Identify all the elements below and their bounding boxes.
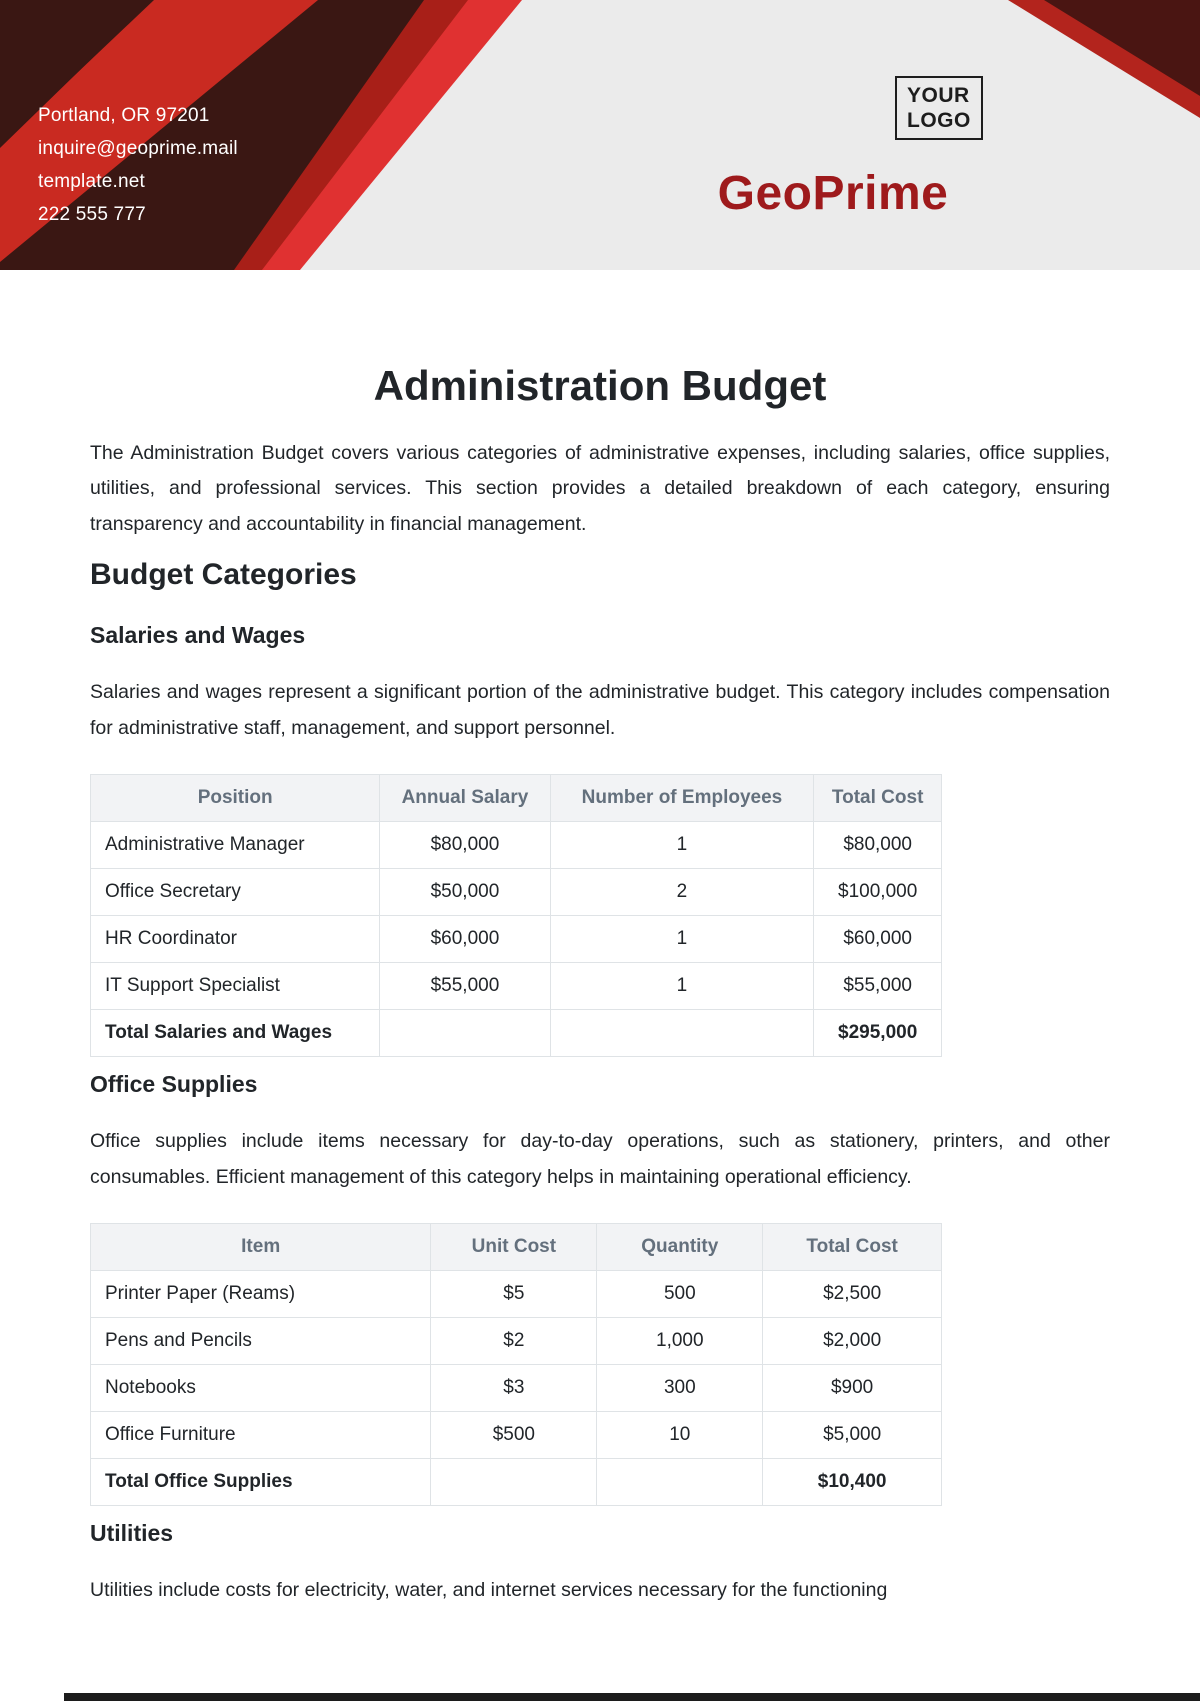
table-cell: 300 (597, 1365, 763, 1412)
table-cell: $60,000 (814, 916, 942, 963)
utilities-paragraph: Utilities include costs for electricity, water, and internet services necessary for the functioning (90, 1579, 888, 1602)
logo-line-1: YOUR (907, 84, 970, 107)
page-header (0, 0, 1200, 270)
table-cell: Pens and Pencils (91, 1318, 431, 1365)
table-cell: $60,000 (380, 916, 550, 963)
contact-website: template.net (38, 171, 145, 192)
table-header-row (91, 775, 942, 822)
salaries-table (90, 774, 942, 1057)
table-total-cell: $295,000 (814, 1010, 942, 1057)
table-cell: $2,500 (763, 1271, 942, 1318)
supplies-paragraph: Office supplies include items necessary for day-to-day operations, such as stationery, printers, and other consumables. Efficient management of this category helps in maintaining operational efficiency. (90, 1130, 1110, 1188)
table-cell: HR Coordinator (91, 916, 380, 963)
table-row (91, 1318, 942, 1365)
table-total-cell (431, 1459, 597, 1506)
contact-block (38, 99, 238, 231)
supplies-heading: Office Supplies (90, 1071, 258, 1098)
column-header: Total Cost (814, 775, 942, 822)
table-row (91, 1365, 942, 1412)
table-cell: 2 (550, 869, 814, 916)
table-cell: 1 (550, 963, 814, 1010)
table-total-cell: Total Office Supplies (91, 1459, 431, 1506)
table-row (91, 963, 942, 1010)
column-header: Quantity (597, 1224, 763, 1271)
table-total-cell: $10,400 (763, 1459, 942, 1506)
salaries-paragraph: Salaries and wages represent a significant portion of the administrative budget. This category includes compensation for administrative staff, management, and support personnel. (90, 681, 1110, 739)
utilities-heading: Utilities (90, 1520, 174, 1547)
table-total-cell: Total Salaries and Wages (91, 1010, 380, 1057)
table-cell: 1 (550, 822, 814, 869)
column-header: Number of Employees (550, 775, 814, 822)
table-total-cell (597, 1459, 763, 1506)
intro-paragraph: The Administration Budget covers various categories of administrative expenses, including salaries, office supplies, utilities, and professional services. This section provides a detailed breakdown of each category, ensuring transparency and accountability in financial management. (90, 442, 1110, 535)
table-cell: Notebooks (91, 1365, 431, 1412)
table-total-cell (380, 1010, 550, 1057)
table-cell: $2 (431, 1318, 597, 1365)
table-header-row (91, 1224, 942, 1271)
column-header: Position (91, 775, 380, 822)
table-cell: Administrative Manager (91, 822, 380, 869)
supplies-table (90, 1223, 942, 1506)
column-header: Total Cost (763, 1224, 942, 1271)
table-cell: $2,000 (763, 1318, 942, 1365)
table-total-row (91, 1010, 942, 1057)
table-cell: $55,000 (380, 963, 550, 1010)
brand-name: GeoPrime (717, 167, 949, 220)
column-header: Item (91, 1224, 431, 1271)
table-cell: Printer Paper (Reams) (91, 1271, 431, 1318)
table-cell: $5 (431, 1271, 597, 1318)
table-cell: $55,000 (814, 963, 942, 1010)
contact-phone: 222 555 777 (38, 204, 146, 225)
table-cell: $100,000 (814, 869, 942, 916)
table-cell: 10 (597, 1412, 763, 1459)
next-section-edge (64, 1693, 1200, 1701)
column-header: Annual Salary (380, 775, 550, 822)
table-cell: IT Support Specialist (91, 963, 380, 1010)
table-cell: $3 (431, 1365, 597, 1412)
contact-email: inquire@geoprime.mail (38, 138, 238, 159)
table-cell: Office Secretary (91, 869, 380, 916)
column-header: Unit Cost (431, 1224, 597, 1271)
table-cell: $50,000 (380, 869, 550, 916)
logo-placeholder (895, 76, 983, 140)
table-cell: Office Furniture (91, 1412, 431, 1459)
table-cell: 500 (597, 1271, 763, 1318)
table-cell: $80,000 (814, 822, 942, 869)
salaries-heading: Salaries and Wages (90, 622, 306, 649)
document-body (0, 362, 1200, 1609)
table-row (91, 1271, 942, 1318)
table-row (91, 869, 942, 916)
page-title: Administration Budget (373, 362, 827, 409)
budget-categories-heading: Budget Categories (90, 558, 357, 592)
logo-line-2: LOGO (907, 109, 971, 132)
table-cell: $900 (763, 1365, 942, 1412)
table-row (91, 822, 942, 869)
table-total-row (91, 1459, 942, 1506)
table-row (91, 916, 942, 963)
table-cell: $500 (431, 1412, 597, 1459)
table-cell: $80,000 (380, 822, 550, 869)
contact-address: Portland, OR 97201 (38, 105, 210, 126)
table-total-cell (550, 1010, 814, 1057)
table-row (91, 1412, 942, 1459)
table-cell: 1 (550, 916, 814, 963)
table-cell: 1,000 (597, 1318, 763, 1365)
table-cell: $5,000 (763, 1412, 942, 1459)
